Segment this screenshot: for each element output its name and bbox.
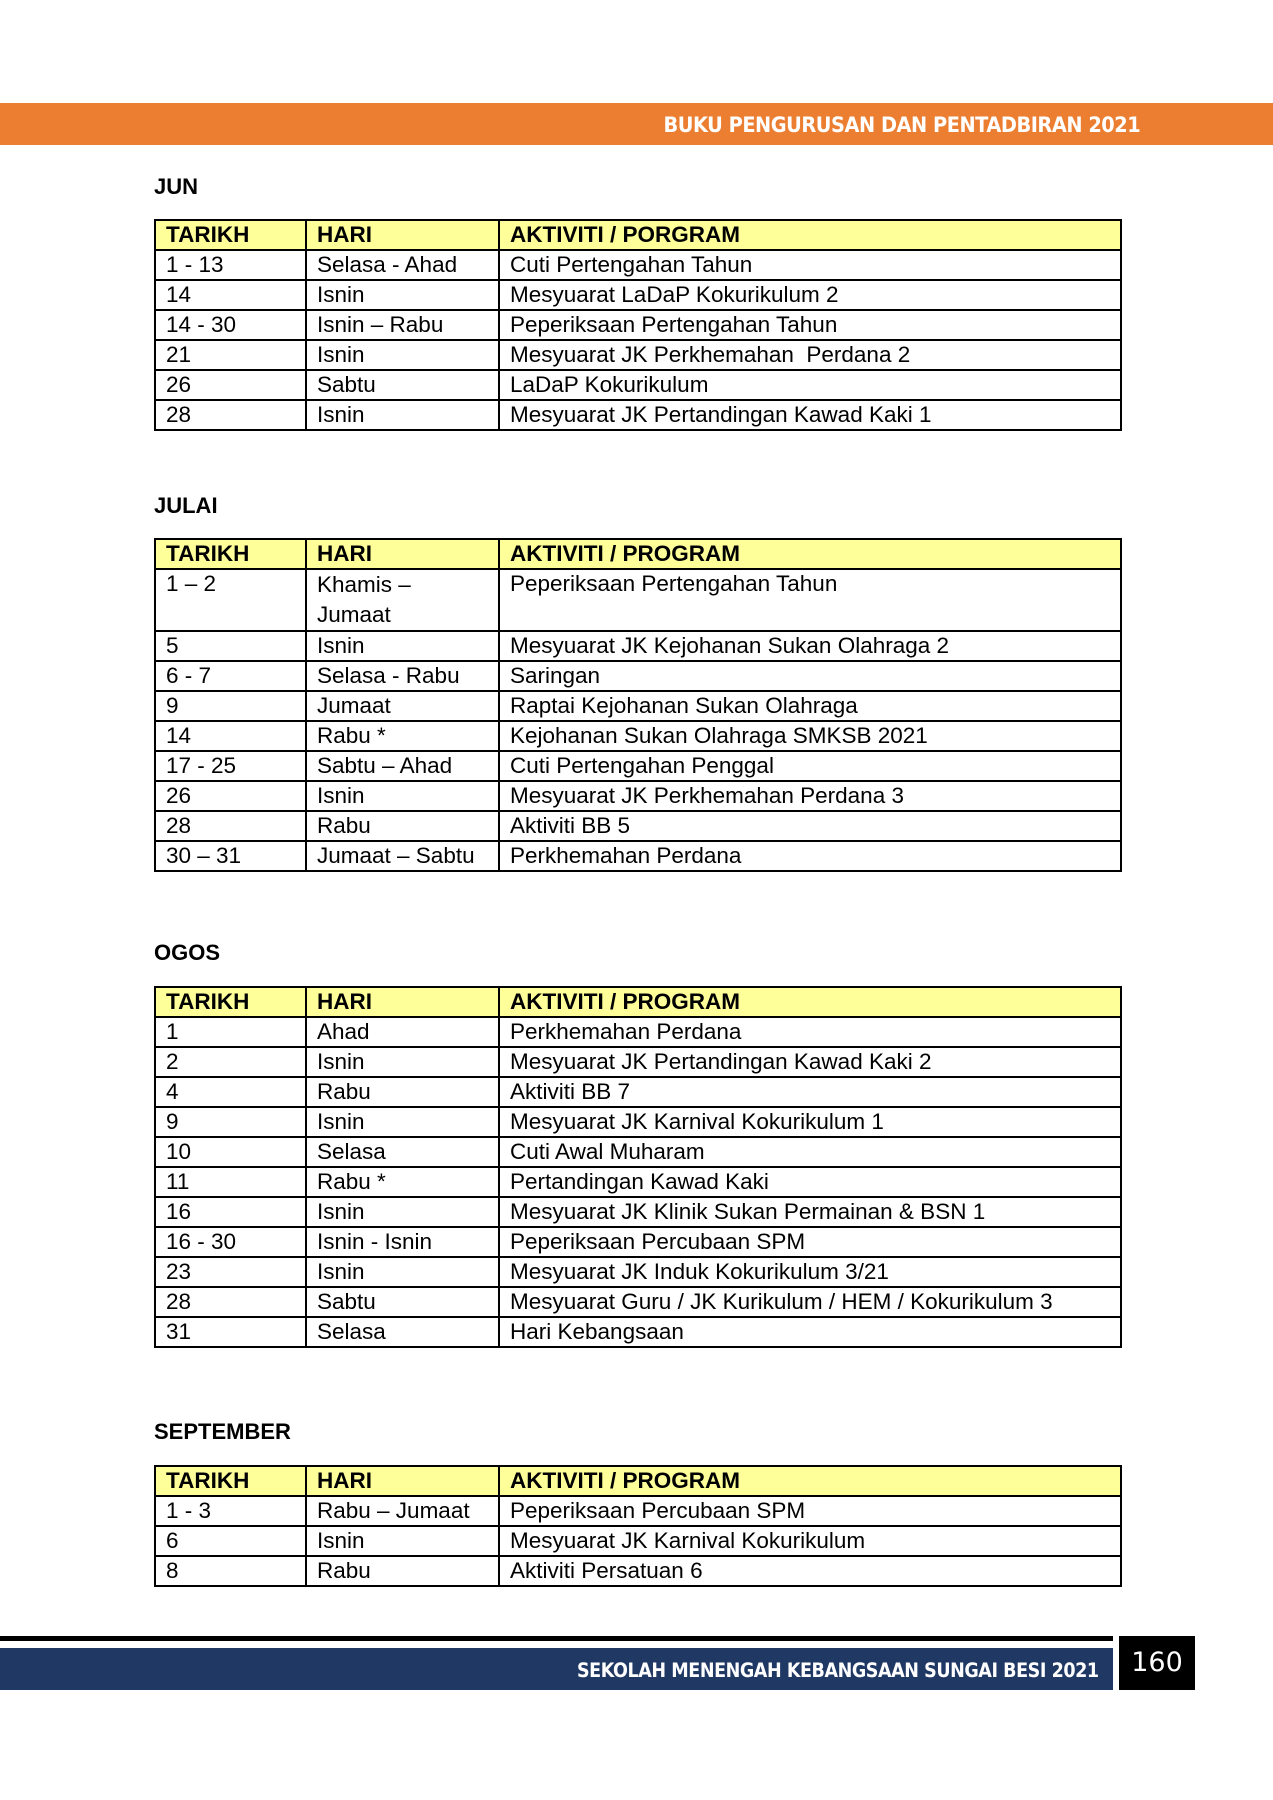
cell-hari: Sabtu – Ahad [306,751,499,781]
cell-tarikh: 16 [155,1197,306,1227]
cell-aktiviti: Aktiviti BB 7 [499,1077,1121,1107]
table-row [155,1526,1121,1556]
cell-tarikh: 14 - 30 [155,310,306,340]
table-row [155,400,1121,430]
table-row [155,811,1121,841]
cell-hari: Selasa [306,1317,499,1347]
column-header-tarikh: TARIKH [155,987,306,1017]
cell-aktiviti: Mesyuarat JK Perkhemahan Perdana 3 [499,781,1121,811]
cell-tarikh: 10 [155,1137,306,1167]
cell-tarikh: 6 - 7 [155,661,306,691]
cell-aktiviti: Perkhemahan Perdana [499,841,1121,871]
cell-hari: Isnin [306,400,499,430]
table-row [155,250,1121,280]
table-row [155,340,1121,370]
cell-tarikh: 9 [155,1107,306,1137]
cell-hari: Rabu [306,1556,499,1586]
section-jun [154,172,1120,431]
table-row [155,569,1121,631]
cell-hari: Selasa [306,1137,499,1167]
cell-aktiviti: Cuti Pertengahan Tahun [499,250,1121,280]
document-title: BUKU PENGURUSAN DAN PENTADBIRAN 2021 [663,113,1140,137]
table-row [155,661,1121,691]
table-row [155,1107,1121,1137]
table-row [155,1197,1121,1227]
cell-tarikh: 30 – 31 [155,841,306,871]
cell-hari: Isnin [306,1197,499,1227]
cell-hari: Isnin – Rabu [306,310,499,340]
cell-hari: Rabu * [306,721,499,751]
cell-hari: Isnin [306,280,499,310]
cell-tarikh: 2 [155,1047,306,1077]
table-header-row [155,539,1121,569]
cell-tarikh: 1 – 2 [155,569,306,631]
table-row [155,841,1121,871]
table-row [155,631,1121,661]
cell-hari: Isnin [306,1047,499,1077]
month-title: JUN [154,174,199,199]
cell-hari: Isnin [306,340,499,370]
table-row [155,370,1121,400]
cell-aktiviti: Saringan [499,661,1121,691]
table-header-row [155,220,1121,250]
month-title: SEPTEMBER [154,1419,291,1444]
cell-aktiviti: Peperiksaan Percubaan SPM [499,1227,1121,1257]
cell-hari: Selasa - Rabu [306,661,499,691]
cell-aktiviti: Mesyuarat JK Pertandingan Kawad Kaki 2 [499,1047,1121,1077]
cell-tarikh: 28 [155,811,306,841]
cell-tarikh: 16 - 30 [155,1227,306,1257]
cell-aktiviti: Mesyuarat JK Kejohanan Sukan Olahraga 2 [499,631,1121,661]
header-bar [0,103,1273,145]
cell-tarikh: 26 [155,370,306,400]
cell-hari: Khamis – Jumaat [306,569,499,631]
cell-tarikh: 31 [155,1317,306,1347]
school-name: SEKOLAH MENENGAH KEBANGSAAN SUNGAI BESI 2021 [577,1659,1099,1682]
table-row [155,1137,1121,1167]
section-julai [154,491,1120,872]
cell-tarikh: 1 - 3 [155,1496,306,1526]
column-header-hari: HARI [306,539,499,569]
section-ogos [154,938,1120,1348]
table-row [155,1317,1121,1347]
table-row [155,1287,1121,1317]
cell-hari: Isnin - Isnin [306,1227,499,1257]
cell-tarikh: 14 [155,721,306,751]
table-row [155,1167,1121,1197]
column-header-hari: HARI [306,220,499,250]
column-header-aktiviti: AKTIVITI / PROGRAM [499,1466,1121,1496]
column-header-tarikh: TARIKH [155,1466,306,1496]
schedule-table-september [154,1465,1122,1587]
cell-aktiviti: Perkhemahan Perdana [499,1017,1121,1047]
cell-aktiviti: Mesyuarat JK Pertandingan Kawad Kaki 1 [499,400,1121,430]
section-september [154,1417,1120,1587]
table-row [155,751,1121,781]
cell-tarikh: 21 [155,340,306,370]
cell-aktiviti: Kejohanan Sukan Olahraga SMKSB 2021 [499,721,1121,751]
cell-tarikh: 5 [155,631,306,661]
cell-hari: Sabtu [306,1287,499,1317]
cell-aktiviti: Cuti Pertengahan Penggal [499,751,1121,781]
cell-aktiviti: Pertandingan Kawad Kaki [499,1167,1121,1197]
cell-aktiviti: Aktiviti Persatuan 6 [499,1556,1121,1586]
schedule-table-ogos [154,986,1122,1348]
cell-hari: Isnin [306,1107,499,1137]
table-row [155,691,1121,721]
cell-hari: Rabu [306,811,499,841]
table-row [155,1257,1121,1287]
cell-tarikh: 9 [155,691,306,721]
table-row [155,1047,1121,1077]
footer-bar [0,1648,1113,1690]
cell-aktiviti: Aktiviti BB 5 [499,811,1121,841]
table-row [155,280,1121,310]
page-number: 160 [1119,1636,1195,1690]
cell-hari: Rabu – Jumaat [306,1496,499,1526]
footer-rule [0,1636,1113,1641]
cell-hari: Sabtu [306,370,499,400]
schedule-table-jun [154,219,1122,431]
cell-aktiviti: Mesyuarat LaDaP Kokurikulum 2 [499,280,1121,310]
cell-tarikh: 23 [155,1257,306,1287]
cell-tarikh: 28 [155,400,306,430]
column-header-tarikh: TARIKH [155,220,306,250]
table-header-row [155,1466,1121,1496]
cell-tarikh: 8 [155,1556,306,1586]
table-row [155,1496,1121,1526]
cell-tarikh: 17 - 25 [155,751,306,781]
cell-tarikh: 28 [155,1287,306,1317]
cell-aktiviti: Peperiksaan Pertengahan Tahun [499,310,1121,340]
cell-aktiviti: Mesyuarat JK Perkhemahan Perdana 2 [499,340,1121,370]
cell-aktiviti: LaDaP Kokurikulum [499,370,1121,400]
column-header-aktiviti: AKTIVITI / PROGRAM [499,539,1121,569]
cell-tarikh: 26 [155,781,306,811]
table-row [155,721,1121,751]
cell-tarikh: 6 [155,1526,306,1556]
table-row [155,310,1121,340]
table-row [155,781,1121,811]
cell-hari: Isnin [306,631,499,661]
cell-aktiviti: Mesyuarat JK Klinik Sukan Permainan & BSN 1 [499,1197,1121,1227]
schedule-table-julai [154,538,1122,872]
cell-aktiviti: Peperiksaan Pertengahan Tahun [499,569,1121,631]
cell-hari: Isnin [306,1526,499,1556]
table-row [155,1077,1121,1107]
cell-tarikh: 11 [155,1167,306,1197]
cell-aktiviti: Cuti Awal Muharam [499,1137,1121,1167]
column-header-tarikh: TARIKH [155,539,306,569]
table-row [155,1227,1121,1257]
cell-aktiviti: Peperiksaan Percubaan SPM [499,1496,1121,1526]
month-title: JULAI [154,493,218,518]
cell-aktiviti: Raptai Kejohanan Sukan Olahraga [499,691,1121,721]
cell-hari: Selasa - Ahad [306,250,499,280]
cell-hari: Rabu * [306,1167,499,1197]
cell-hari: Rabu [306,1077,499,1107]
cell-tarikh: 14 [155,280,306,310]
cell-tarikh: 4 [155,1077,306,1107]
cell-tarikh: 1 - 13 [155,250,306,280]
cell-hari: Isnin [306,781,499,811]
cell-aktiviti: Mesyuarat JK Induk Kokurikulum 3/21 [499,1257,1121,1287]
column-header-hari: HARI [306,1466,499,1496]
cell-aktiviti: Hari Kebangsaan [499,1317,1121,1347]
column-header-hari: HARI [306,987,499,1017]
cell-hari: Isnin [306,1257,499,1287]
cell-hari: Jumaat – Sabtu [306,841,499,871]
column-header-aktiviti: AKTIVITI / PROGRAM [499,987,1121,1017]
column-header-aktiviti: AKTIVITI / PORGRAM [499,220,1121,250]
cell-aktiviti: Mesyuarat Guru / JK Kurikulum / HEM / Kokurikulum 3 [499,1287,1121,1317]
table-row [155,1556,1121,1586]
cell-hari: Ahad [306,1017,499,1047]
cell-aktiviti: Mesyuarat JK Karnival Kokurikulum 1 [499,1107,1121,1137]
cell-aktiviti: Mesyuarat JK Karnival Kokurikulum [499,1526,1121,1556]
table-header-row [155,987,1121,1017]
table-row [155,1017,1121,1047]
month-title: OGOS [154,940,221,965]
cell-tarikh: 1 [155,1017,306,1047]
cell-hari: Jumaat [306,691,499,721]
